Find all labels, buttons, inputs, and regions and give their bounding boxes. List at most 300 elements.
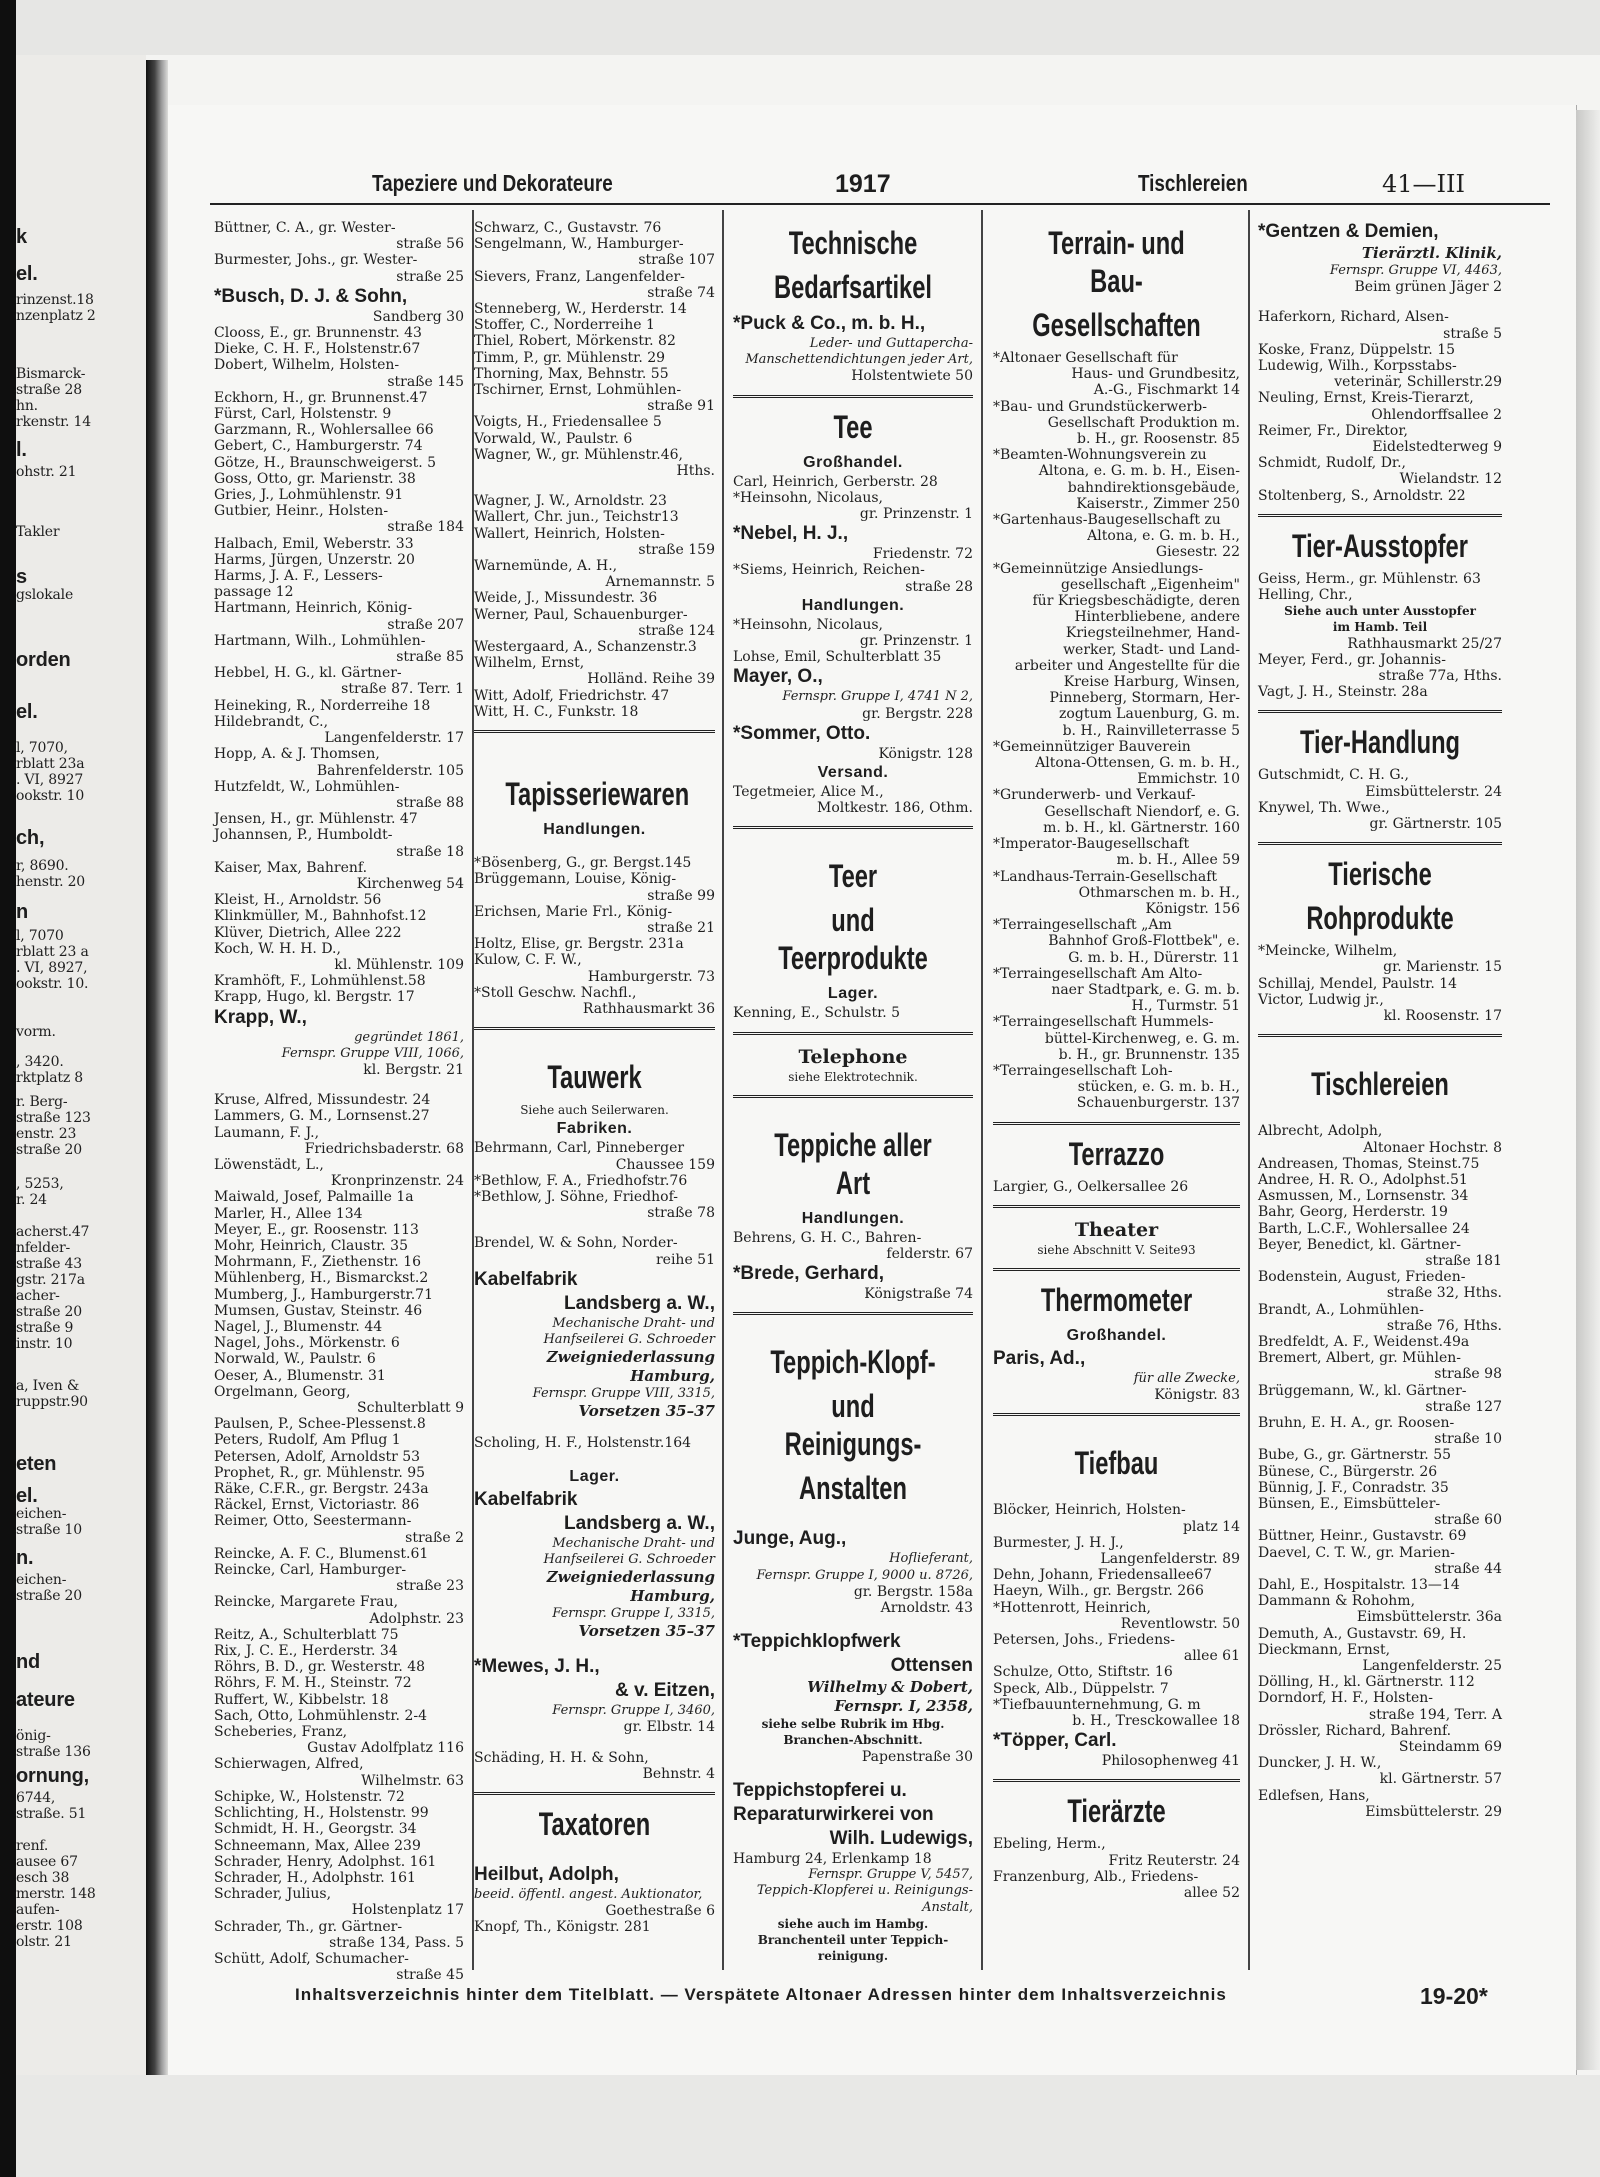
prev-page-line: rblatt 23 a — [16, 944, 89, 960]
entry-line: Gebert, C., Hamburgerstr. 74 — [214, 438, 423, 455]
entry-line: Norwald, W., Paulstr. 6 — [214, 1351, 376, 1368]
entry-line: Fürst, Carl, Holstenstr. 9 — [214, 406, 392, 423]
entry-line: straße 28 — [905, 578, 973, 595]
entry-line: gr. Elbstr. 14 — [623, 1719, 715, 1736]
section-heading: Taxatoren — [538, 1805, 651, 1842]
entry-line: Paulsen, P., Schee-Plessenst.8 — [214, 1416, 426, 1433]
prev-page-line: rinzenst.18 — [16, 292, 94, 308]
spacer — [1258, 1047, 1502, 1061]
section-heading: Telephone — [798, 1045, 908, 1068]
prev-page-line: s — [16, 566, 27, 588]
entry-line: straße 2 — [405, 1529, 464, 1546]
entry-line: Schütt, Adolf, Schumacher- — [214, 1950, 409, 1967]
entry-line: stücken, e. G. m. b. H., — [1077, 1079, 1240, 1096]
prev-page-line: , 5253, — [16, 1176, 64, 1192]
entry-line: Albrecht, Adolph, — [1258, 1123, 1383, 1140]
prev-page-line: . VI, 8927 — [16, 772, 84, 788]
advertiser-name: *Mewes, J. H., — [474, 1656, 600, 1678]
entry-line: b. H., Rainvilleterrasse 5 — [1062, 722, 1240, 739]
prev-page-line: ch, — [16, 827, 45, 849]
spacer — [474, 479, 715, 493]
entry-line: Dammann & Rohohm, — [1258, 1593, 1416, 1610]
section-rule — [993, 1779, 1240, 1782]
column-2 — [474, 220, 715, 1965]
prev-page-line: nfelder- — [16, 1240, 71, 1256]
entry-line: straße 44 — [1434, 1560, 1502, 1577]
advertiser-name: Kabelfabrik — [474, 1268, 578, 1290]
entry-line: straße 25 — [396, 268, 464, 285]
entry-line: Othmarschen m. b. H., — [1078, 884, 1240, 901]
entry-line: straße 45 — [396, 1967, 464, 1984]
running-head-right: Tischlereien — [1138, 170, 1248, 196]
section-heading: und Reinigungs- — [784, 1388, 922, 1463]
entry-line: Kaiserstr., Zimmer 250 — [1076, 495, 1240, 512]
prev-page-line: ruppstr.90 — [16, 1394, 88, 1410]
entry-line: Dieckmann, Ernst, — [1258, 1641, 1391, 1658]
prev-page-line: ookstr. 10. — [16, 976, 89, 992]
spacer — [733, 839, 973, 853]
header-rule — [210, 203, 1550, 205]
prev-page-line: k — [16, 226, 27, 248]
entry-line: G. m. b. H., Dürerstr. 11 — [1068, 949, 1240, 966]
entry-line: Fernspr. Gruppe I, 4741 N 2, — [782, 689, 973, 705]
entry-line: Kleist, H., Arnoldstr. 56 — [214, 892, 382, 909]
entry-line: Barth, L.C.F., Wohlersallee 24 — [1258, 1220, 1470, 1237]
entry-line: Kirchenweg 54 — [356, 875, 464, 892]
entry-line: Bahrenfelderstr. 105 — [316, 762, 464, 779]
entry-line: Kreise Harburg, Winsen, — [1063, 674, 1240, 691]
entry-line: *Landhaus-Terrain-Gesellschaft — [993, 868, 1217, 885]
advertiser-name: *Sommer, Otto. — [733, 722, 871, 744]
entry-line: *Heinsohn, Nicolaus, — [733, 489, 884, 506]
entry-line: *Hottenrott, Heinrich, — [993, 1599, 1151, 1616]
entry-line: Götze, H., Braunschweigerst. 5 — [214, 454, 437, 471]
entry-line: Schlichting, H., Holstenstr. 99 — [214, 1805, 429, 1822]
prev-page-line: l, 7070 — [16, 928, 64, 944]
entry-line: Büttner, C. A., gr. Wester- — [214, 220, 396, 236]
entry-line: Eidelstedterweg 9 — [1372, 439, 1502, 456]
entry-line: Gries, J., Lohmühlenstr. 91 — [214, 487, 404, 504]
advertiser-name: Teppichstopferei u. — [733, 1779, 907, 1801]
entry-line: b. H., Tresckowallee 18 — [1072, 1713, 1240, 1729]
entry-line: Königstr. 156 — [1145, 900, 1240, 917]
column-3 — [733, 220, 973, 1965]
advertiser-name: *Teppichklopfwerk — [733, 1631, 901, 1653]
footer-note: Inhaltsverzeichnis hinter dem Titelblatt. — Verspätete Altonaer Adressen hinter dem Inhaltsverzeichnis — [295, 1985, 1227, 2004]
prev-page-line: straße. 51 — [16, 1806, 87, 1822]
section-rule — [993, 1268, 1240, 1271]
entry-line: Röhrs, B. D., gr. Westerstr. 48 — [214, 1659, 426, 1676]
entry-line: Dahl, E., Hospitalstr. 13—14 — [1258, 1576, 1460, 1593]
section-rule — [1258, 710, 1502, 713]
section-heading: Terrazzo — [1068, 1135, 1165, 1172]
entry-line: veterinär, Schillerstr.29 — [1334, 374, 1502, 391]
prev-page-line: ausee 67 — [16, 1854, 78, 1870]
entry-line: Edlefsen, Hans, — [1258, 1787, 1370, 1804]
entry-line: *Terraingesellschaft Hummels- — [993, 1014, 1214, 1031]
entry-line: Bodenstein, August, Frieden- — [1258, 1269, 1466, 1286]
spacer — [733, 1108, 973, 1122]
entry-line: Largier, G., Oelkersallee 26 — [993, 1178, 1189, 1195]
prev-page-line: straße 123 — [16, 1110, 91, 1126]
entry-line: b. H., gr. Brunnenstr. 135 — [1058, 1046, 1240, 1063]
entry-line: büttel-Kirchenweg, e. G. m. — [1044, 1030, 1240, 1047]
entry-line: Emmichstr. 10 — [1137, 771, 1240, 788]
section-heading: Teppiche aller Art — [774, 1126, 932, 1201]
entry-line: bahndirektionsgebäude, — [1067, 479, 1240, 496]
entry-line: straße 98 — [1434, 1366, 1502, 1383]
prev-page-line: r. 24 — [16, 1192, 47, 1208]
entry-line: Tegetmeier, Alice M., — [733, 784, 884, 801]
entry-line: Franzenburg, Alb., Friedens- — [993, 1868, 1199, 1885]
prev-page-line: r, 8690. — [16, 858, 69, 874]
entry-line: gr. Gärtnerstr. 105 — [1369, 816, 1502, 833]
entry-line: Tierärztl. Klinik, — [1361, 244, 1502, 262]
entry-line: Räke, C.F.R., gr. Bergstr. 243a — [214, 1481, 429, 1498]
entry-line: Branchen-Abschnitt. — [783, 1733, 923, 1748]
column-1 — [214, 220, 464, 1984]
entry-line: Gutbier, Heinr., Holsten- — [214, 503, 389, 520]
entry-line: straße 107 — [638, 252, 715, 269]
prev-page-line: , 3420. — [16, 1054, 64, 1070]
section-heading: Teer — [828, 858, 878, 895]
entry-line: Garzmann, R., Wohlersallee 66 — [214, 422, 434, 439]
entry-line: Fernspr. Gruppe I, 3460, — [552, 1703, 715, 1719]
entry-line: Klüver, Dietrich, Allee 222 — [214, 924, 402, 941]
spacer — [474, 1452, 715, 1466]
entry-line: gr. Bergstr. 158a — [853, 1583, 973, 1600]
entry-line: gr. Prinzenstr. 1 — [859, 506, 973, 523]
section-rule — [733, 1312, 973, 1315]
entry-line: Haus- und Grundbesitz, — [1071, 366, 1240, 383]
entry-line: Koske, Franz, Düppelstr. 15 — [1258, 341, 1456, 358]
entry-line: Lammers, G. M., Lornsenst.27 — [214, 1108, 430, 1125]
entry-line: Schrader, Th., gr. Gärtner- — [214, 1918, 403, 1935]
entry-line: Dobert, Wilhelm, Holsten- — [214, 357, 400, 374]
entry-line: Brüggemann, W., kl. Gärtner- — [1258, 1382, 1467, 1399]
entry-line: straße 127 — [1425, 1398, 1502, 1415]
entry-line: straße 32, Hths. — [1386, 1285, 1502, 1302]
entry-line: Holtz, Elise, gr. Bergstr. 231a — [474, 936, 684, 953]
section-heading: Tiefbau — [1074, 1445, 1159, 1482]
section-rule — [474, 1792, 715, 1795]
prev-page-line: a, Iven & — [16, 1378, 80, 1394]
entry-line: Andreasen, Thomas, Steinst.75 — [1258, 1155, 1480, 1172]
entry-line: Moltkestr. 186, Othm. — [817, 800, 973, 817]
entry-line: Altonaer Hochstr. 8 — [1363, 1139, 1502, 1156]
entry-line: Gutschmidt, C. H. G., — [1258, 767, 1409, 784]
entry-line: Halbach, Emil, Weberstr. 33 — [214, 535, 414, 552]
entry-line: Kronprinzenstr. 24 — [330, 1173, 464, 1190]
entry-line: Kulow, C. F. W., — [474, 952, 582, 969]
entry-line: *Bösenberg, G., gr. Bergst.145 — [474, 855, 692, 872]
advertiser-name: *Gentzen & Demien, — [1258, 221, 1439, 242]
entry-line: Hamburg, — [630, 1367, 715, 1386]
entry-line: Friedenstr. 72 — [872, 546, 973, 563]
entry-line: Siehe auch Seilerwaren. — [520, 1103, 669, 1118]
entry-line: Schierwagen, Alfred, — [214, 1756, 364, 1773]
page-edge — [1576, 110, 1600, 2070]
entry-line: Prophet, R., gr. Mühlenstr. 95 — [214, 1464, 426, 1481]
entry-line: straße 124 — [638, 622, 715, 639]
entry-line: Dölling, H., kl. Gärtnerstr. 112 — [1258, 1674, 1475, 1691]
entry-line: Manschettendichtungen jeder Art, — [745, 352, 973, 368]
entry-line: Blöcker, Heinrich, Holsten- — [993, 1502, 1186, 1519]
entry-line: Büttner, Heinr., Gustavstr. 69 — [1258, 1528, 1467, 1545]
entry-line: Kramhöft, F., Lohmühlenst.58 — [214, 973, 426, 990]
prev-page-line: straße 9 — [16, 1320, 74, 1336]
entry-line: Fernspr. Gruppe VIII, 1066, — [281, 1045, 464, 1061]
section-heading: Tierärzte — [1067, 1793, 1166, 1830]
entry-line: Westergaard, A., Schanzenstr.3 — [474, 639, 697, 656]
section-rule — [474, 1027, 715, 1030]
entry-line: Victor, Ludwig jr., — [1258, 991, 1384, 1008]
entry-line: siehe auch im Hambg. — [777, 1916, 929, 1931]
section-heading: Technische — [788, 225, 918, 261]
entry-line: gr. Prinzenstr. 1 — [859, 633, 973, 650]
advertiser-name: Krapp, W., — [214, 1006, 307, 1028]
entry-line: Schrader, Julius, — [214, 1886, 332, 1903]
entry-line: *Imperator-Baugesellschaft — [993, 836, 1190, 853]
entry-line: Daevel, C. T. W., gr. Marien- — [1258, 1544, 1455, 1561]
entry-line: Wilhelmy & Dobert, — [807, 1678, 973, 1697]
entry-line: *Bau- und Grundstückerwerb- — [993, 398, 1207, 415]
entry-line: Behrens, G. H. C., Bahren- — [733, 1229, 922, 1246]
entry-line: Schrader, H., Adolphstr. 161 — [214, 1869, 416, 1886]
entry-line: straße 91 — [647, 398, 715, 415]
entry-line: straße 18 — [396, 843, 464, 860]
prev-page-line: 6744, — [16, 1790, 56, 1806]
prev-page-line: orden — [16, 649, 71, 671]
subsection-label: Großhandel. — [803, 453, 903, 471]
entry-line: Burmester, J. H. J., — [993, 1534, 1124, 1551]
entry-line: straße 5 — [1443, 325, 1502, 342]
entry-line: Hanfseilerei G. Schroeder — [543, 1331, 715, 1347]
section-heading: Theater — [1074, 1218, 1159, 1241]
entry-line: b. H., gr. Roosenstr. 85 — [1076, 431, 1240, 448]
entry-line: Teppich-Klopferei u. Reinigungs- — [756, 1883, 973, 1899]
prev-page-line: n — [16, 901, 29, 923]
entry-line: Wallert, Chr. jun., Teichstr13 — [474, 509, 679, 526]
column-4 — [993, 220, 1240, 1965]
prev-page-line: el. — [16, 263, 38, 285]
entry-line: Reimer, Fr., Direktor, — [1258, 422, 1408, 439]
entry-line: Wallert, Heinrich, Holsten- — [474, 525, 665, 542]
prev-page-line: merstr. 148 — [16, 1886, 96, 1902]
entry-line: Heineking, R., Norderreihe 18 — [214, 697, 431, 714]
entry-line: Reincke, Carl, Hamburger- — [214, 1562, 407, 1579]
entry-line: straße 145 — [387, 373, 464, 390]
entry-line: A.-G., Fischmarkt 14 — [1093, 382, 1240, 399]
entry-line: *Heinsohn, Nicolaus, — [733, 616, 884, 633]
entry-line: Löwenstädt, L., — [214, 1156, 324, 1173]
entry-line: Asmussen, M., Lornsenstr. 34 — [1258, 1188, 1469, 1205]
entry-line: reinigung. — [817, 1949, 889, 1964]
entry-line: beeid. öffentl. angest. Auktionator, — [474, 1886, 703, 1902]
entry-line: Harms, J. A. F., Lessers- — [214, 568, 383, 585]
entry-line: Langenfelderstr. 25 — [1362, 1658, 1502, 1674]
entry-line: Nagel, Johs., Mörkenstr. 6 — [214, 1335, 400, 1352]
entry-line: Nagel, J., Blumenstr. 44 — [214, 1319, 383, 1335]
entry-line: Jensen, H., gr. Mühlenstr. 47 — [214, 811, 418, 828]
entry-line: Bremert, Albert, gr. Mühlen- — [1258, 1350, 1461, 1367]
entry-line: Dorndorf, H. F., Holsten- — [1258, 1690, 1433, 1707]
column-rule — [1248, 210, 1250, 1970]
entry-line: Sievers, Franz, Langenfelder- — [474, 268, 685, 285]
entry-line: Fernspr. Gruppe I, 9000 u. 8726, — [756, 1567, 973, 1583]
entry-line: kl. Gärtnerstr. 57 — [1379, 1771, 1502, 1788]
entry-line: Marler, H., Allee 134 — [214, 1205, 363, 1222]
entry-line: kl. Roosenstr. 17 — [1383, 1008, 1502, 1025]
entry-line: Burmester, Johs., gr. Wester- — [214, 252, 418, 269]
entry-line: Fernspr. Gruppe VIII, 3315, — [532, 1386, 715, 1402]
entry-line: gesellschaft „Eigenheim" — [1060, 576, 1240, 593]
entry-line: straße 85 — [396, 649, 464, 666]
advertiser-name: Heilbut, Adolph, — [474, 1863, 619, 1885]
entry-line: passage 12 — [214, 584, 294, 601]
entry-line: *Terraingesellschaft Loh- — [993, 1062, 1173, 1079]
entry-line: Chaussee 159 — [615, 1156, 715, 1173]
entry-line: Schwarz, C., Gustavstr. 76 — [474, 220, 662, 236]
entry-line: siehe selbe Rubrik im Hbg. — [761, 1717, 945, 1732]
entry-line: Vorsetzen 35–37 — [578, 1402, 715, 1421]
entry-line: für Kriegsbeschädigte, deren — [1032, 593, 1240, 610]
advertiser-name: Mayer, O., — [733, 666, 823, 688]
entry-line: Altona, e. G. m. b. H., — [1087, 528, 1240, 545]
prev-page-line: . VI, 8927, — [16, 960, 88, 976]
entry-line: Königstraße 74 — [864, 1286, 973, 1303]
entry-line: straße 76, Hths. — [1386, 1317, 1502, 1334]
entry-line: Reimer, Otto, Seestermann- — [214, 1513, 412, 1530]
entry-line: Mumsen, Gustav, Steinstr. 46 — [214, 1302, 423, 1319]
entry-line: Friedrichsbaderstr. 68 — [304, 1140, 464, 1157]
entry-line: Stenneberg, W., Herderstr. 14 — [474, 301, 687, 318]
entry-line: Neuling, Ernst, Kreis-Tierarzt, — [1258, 390, 1474, 407]
spacer — [1258, 295, 1502, 309]
entry-line: allee 61 — [1183, 1648, 1240, 1665]
prev-page-line: ohstr. 21 — [16, 464, 77, 480]
entry-line: straße 10 — [1434, 1431, 1502, 1448]
entry-line: straße 184 — [387, 519, 464, 536]
entry-line: Geiss, Herm., gr. Mühlenstr. 63 — [1258, 570, 1481, 587]
spacer — [993, 1488, 1240, 1502]
entry-line: Thorning, Max, Behnstr. 55 — [474, 365, 669, 382]
entry-line: *Stoll Geschw. Nachfl., — [474, 984, 637, 1001]
entry-line: Behnstr. 4 — [642, 1765, 715, 1782]
entry-line: Meyer, Ferd., gr. Johannis- — [1258, 651, 1446, 668]
section-heading: Tapisseriewaren — [505, 776, 690, 813]
advertiser-name: Landsberg a. W., — [564, 1292, 715, 1314]
entry-line: Siehe auch unter Ausstopfer — [1284, 604, 1476, 619]
entry-line: Eimsbüttelerstr. 36a — [1356, 1609, 1502, 1626]
section-heading: Rohprodukte — [1306, 900, 1454, 937]
entry-line: Hths. — [676, 463, 715, 480]
prev-page-line: ookstr. 10 — [16, 788, 85, 804]
entry-line: straße 88 — [396, 794, 464, 811]
entry-line: Eimsbüttelerstr. 29 — [1365, 1803, 1502, 1820]
spacer — [474, 1641, 715, 1655]
entry-line: *Meincke, Wilhelm, — [1258, 943, 1398, 960]
entry-line: Knywel, Th. Wwe., — [1258, 799, 1390, 816]
section-rule — [733, 1095, 973, 1098]
entry-line: Reincke, A. F. C., Blumenst.61 — [214, 1545, 429, 1562]
entry-line: Stoltenberg, S., Arnoldstr. 22 — [1258, 487, 1466, 504]
spacer — [733, 1513, 973, 1527]
advertiser-name: Paris, Ad., — [993, 1347, 1086, 1369]
advertiser-name: Wilh. Ludewigs, — [829, 1827, 973, 1849]
entry-line: Schulze, Otto, Stiftstr. 16 — [993, 1664, 1173, 1681]
entry-line: kl. Bergstr. 21 — [363, 1061, 464, 1078]
section-rule — [733, 826, 973, 829]
entry-line: straße 207 — [387, 616, 464, 633]
column-5 — [1258, 220, 1502, 1965]
entry-line: Brendel, W. & Sohn, Norder- — [474, 1235, 678, 1252]
prev-page-line: ateure — [16, 1689, 75, 1711]
spacer — [993, 1426, 1240, 1440]
entry-line: Gesellschaft Niendorf, e. G. — [1044, 803, 1240, 820]
entry-line: Mohr, Heinrich, Claustr. 35 — [214, 1237, 408, 1254]
entry-line: Wilhelmstr. 63 — [361, 1772, 464, 1789]
entry-line: Beim grünen Jäger 2 — [1354, 279, 1502, 296]
entry-line: Hamburgerstr. 73 — [587, 968, 715, 985]
entry-line: Kaiser, Max, Bahrenf. — [214, 859, 368, 876]
prev-page-line: straße 43 — [16, 1256, 82, 1272]
entry-line: straße 78 — [647, 1205, 715, 1222]
entry-line: Röhrs, F. M. H., Steinstr. 72 — [214, 1675, 412, 1692]
entry-line: für alle Zwecke, — [1133, 1370, 1240, 1386]
entry-line: Eckhorn, H., gr. Brunnenst.47 — [214, 389, 428, 406]
subsection-label: Handlungen. — [801, 1209, 905, 1227]
prev-page-line: vorm. — [16, 1024, 56, 1040]
entry-line: Schulterblatt 9 — [357, 1400, 464, 1417]
entry-line: Schmidt, H. H., Georgstr. 34 — [214, 1821, 417, 1838]
spacer — [1258, 1109, 1502, 1123]
prev-page-line: aufen- — [16, 1902, 60, 1918]
entry-line: straße 23 — [396, 1578, 464, 1595]
entry-line: straße 21 — [647, 919, 715, 936]
prev-page-line: straße 10 — [16, 1522, 82, 1538]
entry-line: Ludewig, Wilh., Korpsstabs- — [1258, 358, 1457, 375]
entry-line: Bruhn, E. H. A., gr. Roosen- — [1258, 1414, 1455, 1431]
entry-line: Rathhausmarkt 36 — [582, 1000, 715, 1017]
entry-line: Räckel, Ernst, Victoriastr. 86 — [214, 1497, 420, 1514]
entry-line: Mumberg, J., Hamburgerstr.71 — [214, 1286, 433, 1303]
entry-line: Hanfseilerei G. Schroeder — [543, 1551, 715, 1567]
entry-line: Witt, H. C., Funkstr. 18 — [474, 703, 639, 720]
entry-line: Wagner, W., gr. Mühlenstr.46, — [474, 446, 683, 463]
entry-line: Arnoldstr. 43 — [880, 1600, 973, 1617]
prev-page-line: enstr. 23 — [16, 1126, 77, 1142]
entry-line: Fernspr. I, 2358, — [834, 1697, 973, 1716]
entry-line: Harms, Jürgen, Unzerstr. 20 — [214, 551, 415, 568]
subsection-label: Versand. — [817, 764, 889, 782]
entry-line: Laumann, F. J., — [214, 1124, 320, 1141]
prev-page-line: eichen- — [16, 1572, 67, 1588]
prev-page-line: ornung, — [16, 1765, 90, 1787]
entry-line: Orgelmann, Georg, — [214, 1383, 351, 1400]
spacer — [733, 1765, 973, 1779]
entry-line: arbeiter und Angestellte für die — [1014, 657, 1240, 674]
entry-line: Leder- und Guttapercha- — [809, 336, 973, 351]
entry-line: *Grunderwerb- und Verkauf- — [993, 787, 1196, 804]
entry-line: Fernspr. Gruppe V, 5457, — [808, 1867, 973, 1883]
prev-page-line: n. — [16, 1547, 34, 1569]
prev-page-line: gslokale — [16, 587, 74, 603]
prev-page-line: l. — [16, 439, 27, 461]
entry-line: *Bethlow, J. Söhne, Friedhof- — [474, 1188, 678, 1205]
entry-line: Altona-Ottensen, G. m. b. H., — [1035, 755, 1240, 772]
prev-page-line: el. — [16, 701, 38, 723]
